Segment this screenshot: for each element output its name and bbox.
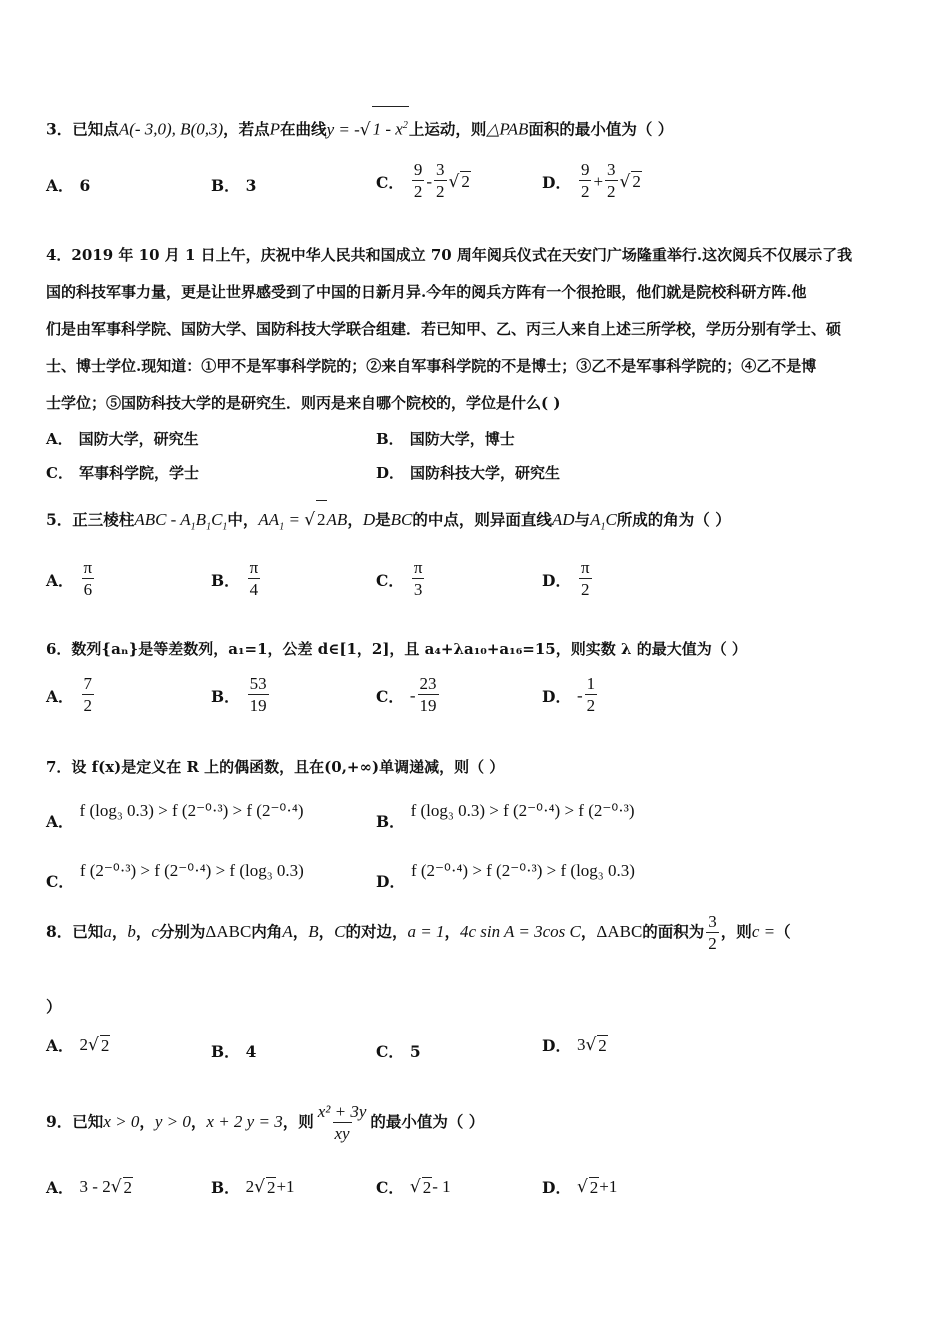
q7-option-b[interactable]: B． f (log₃ 0.3) > f (2⁻⁰·⁴) > f (2⁻⁰·³) <box>376 801 635 831</box>
q6-option-d[interactable]: D． - $\frac{1}{2}$ <box>542 674 596 715</box>
q8-math-c: c <box>151 922 159 941</box>
q9-number: 9． <box>46 1112 73 1131</box>
q9-math-constraint: x + 2 y = 3 <box>206 1112 283 1131</box>
q9-fraction: $\frac{\text{x² + 3y}}{xy}$ <box>317 1101 367 1143</box>
q8-text-3: ， <box>135 922 152 941</box>
q7-option-a[interactable]: A． f (log₃ 0.3) > f (2⁻⁰·³) > f (2⁻⁰·⁴) <box>46 801 304 831</box>
question-4 <box>46 237 908 422</box>
q8-math-b: b <box>127 922 136 941</box>
q8-text-5: 内角 <box>251 922 283 941</box>
q4-option-d[interactable]: D． 国防科技大学，研究生 <box>376 464 561 482</box>
q9-math-y: y > 0 <box>154 1112 191 1131</box>
q4-option-c[interactable]: C． 军事科学院，学士 <box>46 464 199 482</box>
q5-number: 5． <box>46 510 73 529</box>
q8-text-12: ，则 <box>720 922 752 941</box>
q3-text-4: 上运动，则 <box>408 119 487 139</box>
q9-option-d[interactable]: D． √ 2 +1 <box>542 1177 618 1197</box>
q4-line-4: 士、博士学位.现知道：①甲不是军事科学院的；②来自军事科学院的不是博士；③乙不是军事科学院的；④乙不是博 <box>46 357 817 375</box>
q8-text-6: ， <box>292 922 309 941</box>
q8-close-paren <box>46 988 908 1025</box>
q3-options <box>46 160 908 210</box>
q3-text-1: 已知点 <box>72 119 119 139</box>
q9-option-a[interactable]: A． 3 - 2 √ 2 <box>46 1177 133 1197</box>
q8-option-d[interactable]: D． 3 √ 2 <box>542 1035 607 1055</box>
q3-number: 3． <box>46 119 73 139</box>
q5-options <box>46 558 908 606</box>
q9-option-c[interactable]: C． √ 2 - 1 <box>376 1177 451 1197</box>
q6-option-a[interactable]: A． $\frac{7}{2}$ <box>46 674 93 715</box>
q9-math-x: x > 0 <box>103 1112 140 1131</box>
q5-text-1: 正三棱柱 <box>72 510 135 529</box>
q9-text-5: 的最小值为（ ） <box>370 1112 485 1131</box>
q8-math-triangle-2: ΔABC <box>596 922 643 941</box>
q4-line-2: 国的科技军事力量，更是让世界感受到了中国的日新月异.今年的阅兵方阵有一个很抢眼，他们就是院校科研方阵.他 <box>46 283 807 301</box>
q5-option-c[interactable]: C． $\frac{\pi}{3}$ <box>376 558 423 599</box>
q3-option-c[interactable]: C． $\frac{9}{2}$ - $\frac{3}{2}$ √ 2 <box>376 160 470 201</box>
q4-line-3: 们是由军事科学院、国防大学、国防科技大学联合组建．若已知甲、乙、丙三人来自上述三所学校，学历分别有学士、硕 <box>46 320 842 338</box>
q5-text-6: 与 <box>574 510 591 529</box>
q6-option-c[interactable]: C． - $\frac{23}{19}$ <box>376 674 437 715</box>
question-6 <box>46 631 908 668</box>
q8-math-condition: 4c sin A = 3cos C <box>459 922 581 941</box>
q5-option-d[interactable]: D． $\frac{\pi}{2}$ <box>542 558 590 599</box>
q9-text-1: 已知 <box>72 1112 104 1131</box>
q5-text-3: ， <box>347 510 363 529</box>
q8-option-c[interactable]: C． 5 <box>376 1041 421 1061</box>
q9-text-3: ， <box>190 1112 207 1131</box>
q8-text-2: ， <box>111 922 128 941</box>
q9-text-2: ， <box>139 1112 155 1131</box>
q3-option-b[interactable]: B． 3 <box>211 175 257 195</box>
q4-options <box>46 428 908 488</box>
q3-text-2: ，若点 <box>223 119 270 139</box>
q5-math-bc: BC <box>390 510 413 529</box>
q3-option-d[interactable]: D． $\frac{9}{2}$ + $\frac{3}{2}$ √ 2 <box>542 160 641 201</box>
q8-math-triangle: ΔABC <box>205 922 252 941</box>
q7-text: 7．设 f(x)是定义在 R 上的偶函数，且在(0,+∞)单调递减，则（ ） <box>46 758 505 776</box>
q5-math-a1c: $A_1C$ <box>590 510 617 533</box>
q3-text-3: 在曲线 <box>280 119 327 139</box>
q9-options <box>46 1176 908 1210</box>
q5-text-2: 中， <box>227 510 259 529</box>
question-3 <box>46 106 908 149</box>
q3-option-a[interactable]: A． 6 <box>46 175 91 195</box>
question-9 <box>46 1098 908 1146</box>
q3-math-points: A(- 3,0), B(0,3) <box>118 119 224 139</box>
q3-text-5: 面积的最小值为（ ） <box>528 119 674 139</box>
q8-option-a[interactable]: A． 2 √ 2 <box>46 1035 110 1055</box>
q8-number: 8． <box>46 922 73 941</box>
q4-line-5: 士学位；⑤国防科技大学的是研究生．则丙是来自哪个院校的，学位是什么( ) <box>46 394 561 412</box>
question-5 <box>46 500 908 545</box>
q8-text-4: 分别为 <box>158 922 206 941</box>
q6-options <box>46 674 908 724</box>
q8-text-14: ） <box>46 997 62 1016</box>
q5-text-4: 是 <box>375 510 391 529</box>
question-8 <box>46 910 908 955</box>
q8-area-fraction: $\frac{3}{2}$ <box>708 911 717 953</box>
q5-option-b[interactable]: B． $\frac{\pi}{4}$ <box>211 558 259 599</box>
q8-math-c-eq: c = <box>751 922 776 941</box>
q8-math-angle-a: A <box>282 922 293 941</box>
q5-text-7: 所成的角为（ ） <box>616 510 731 529</box>
question-7 <box>46 749 908 786</box>
q7-options <box>46 790 908 890</box>
q5-text-5: 的中点，则异面直线 <box>412 510 552 529</box>
q5-math-prism: ABC - $A_1B_1C_1$ <box>134 510 228 533</box>
q7-option-d[interactable]: D． f (2⁻⁰·⁴) > f (2⁻⁰·³) > f (log₃ 0.3) <box>376 861 635 891</box>
q5-math-ad: AD <box>551 510 575 529</box>
q8-math-angle-c: C <box>334 922 346 941</box>
q4-option-b[interactable]: B． 国防大学，博士 <box>376 430 515 448</box>
q3-math-p: P <box>269 119 281 139</box>
q5-math-aa1: $AA_1$ = √ 2AB <box>258 510 347 529</box>
q8-text-9: ， <box>444 922 460 941</box>
q8-text-1: 已知 <box>72 922 104 941</box>
q8-text-13: （ <box>775 922 791 941</box>
q3-math-triangle: △PAB <box>486 119 529 139</box>
q8-text-10: ， <box>580 922 597 941</box>
q4-line-1: 4．2019 年 10 月 1 日上午，庆祝中华人民共和国成立 70 周年阅兵仪式在天安门广场隆重举行.这次阅兵不仅展示了我 <box>46 246 853 264</box>
q4-option-a[interactable]: A． 国防大学，研究生 <box>46 430 199 448</box>
q8-options <box>46 1034 908 1068</box>
q9-option-b[interactable]: B． 2 √ 2 +1 <box>211 1177 295 1197</box>
q8-math-angle-b: B <box>308 922 319 941</box>
q3-math-curve: y = -√ $1 - x^2$ <box>327 120 409 139</box>
q8-option-b[interactable]: B． 4 <box>211 1041 257 1061</box>
q8-math-a: a <box>103 922 112 941</box>
q7-option-c[interactable]: C． f (2⁻⁰·³) > f (2⁻⁰·⁴) > f (log₃ 0.3) <box>46 861 304 891</box>
q8-math-a-eq: a = 1 <box>407 922 445 941</box>
q8-text-8: 的对边， <box>345 922 408 941</box>
q9-text-4: ，则 <box>282 1112 314 1131</box>
q6-option-b[interactable]: B． $\frac{53}{19}$ <box>211 674 267 715</box>
q5-math-d: D <box>362 510 376 529</box>
q5-option-a[interactable]: A． $\frac{\pi}{6}$ <box>46 558 93 599</box>
q8-text-7: ， <box>318 922 335 941</box>
q6-text: 6．数列{aₙ}是等差数列，a₁=1，公差 d∈[1，2]，且 a₄+λa₁₀+a₁₆=15，则实数 λ 的最大值为（ ） <box>46 640 747 658</box>
q8-text-11: 的面积为 <box>642 922 705 941</box>
